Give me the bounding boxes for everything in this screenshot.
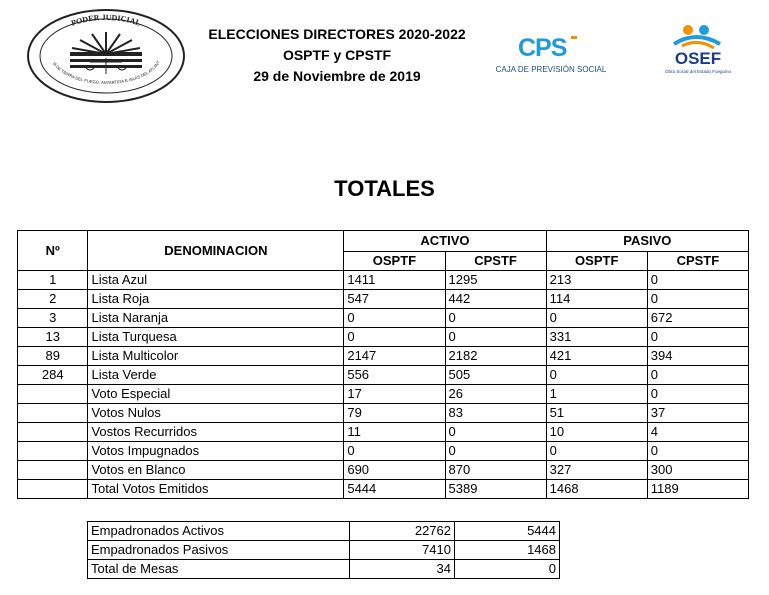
pasivo-cpstf-value: 394 <box>647 347 748 366</box>
cps-logo <box>490 34 612 80</box>
summary-value-1: 34 <box>350 560 455 579</box>
pasivo-osptf-value: 0 <box>546 309 647 328</box>
pasivo-osptf-value: 1468 <box>546 480 647 499</box>
activo-cpstf-value: 1295 <box>445 271 546 290</box>
cps-accent-icon <box>568 36 580 48</box>
table-row <box>18 461 749 480</box>
row-denomination: Lista Turquesa <box>88 328 344 347</box>
activo-cpstf-value: 0 <box>445 328 546 347</box>
table-row <box>18 366 749 385</box>
row-number: 284 <box>18 366 88 385</box>
pasivo-osptf-value: 0 <box>546 442 647 461</box>
table-row <box>18 328 749 347</box>
row-number <box>18 461 88 480</box>
pasivo-cpstf-value: 300 <box>647 461 748 480</box>
row-denomination: Votos en Blanco <box>88 461 344 480</box>
pasivo-osptf-value: 331 <box>546 328 647 347</box>
table-row <box>18 480 749 499</box>
summary-label: Empadronados Pasivos <box>88 541 350 560</box>
header-line-3: 29 de Noviembre de 2019 <box>253 68 421 84</box>
sub-activo-cpstf: CPSTF <box>445 252 546 271</box>
pasivo-osptf-value: 327 <box>546 461 647 480</box>
seal-bottom-text: IA DE TIERRA DEL FUEGO, ANTARTIDA E ISLAS DEL ATLANT <box>51 59 162 86</box>
row-number <box>18 423 88 442</box>
pasivo-cpstf-value: 0 <box>647 385 748 404</box>
cps-subtitle: CAJA DE PREVISIÓN SOCIAL <box>495 65 607 74</box>
row-number: 2 <box>18 290 88 309</box>
pasivo-osptf-value: 10 <box>546 423 647 442</box>
activo-cpstf-value: 2182 <box>445 347 546 366</box>
pasivo-cpstf-value: 0 <box>647 271 748 290</box>
row-denomination: Lista Azul <box>88 271 344 290</box>
activo-osptf-value: 690 <box>344 461 445 480</box>
row-number <box>18 442 88 461</box>
group-pasivo-header: PASIVO <box>546 231 748 252</box>
pasivo-cpstf-value: 37 <box>647 404 748 423</box>
table-row <box>18 423 749 442</box>
pasivo-osptf-value: 421 <box>546 347 647 366</box>
summary-label: Total de Mesas <box>88 560 350 579</box>
pasivo-osptf-value: 114 <box>546 290 647 309</box>
row-denomination: Total Votos Emitidos <box>88 480 344 499</box>
activo-cpstf-value: 26 <box>445 385 546 404</box>
summary-value-2: 5444 <box>455 522 560 541</box>
table-row <box>18 385 749 404</box>
row-denomination: Lista Multicolor <box>88 347 344 366</box>
activo-cpstf-value: 83 <box>445 404 546 423</box>
table-row <box>18 404 749 423</box>
row-denomination: Vostos Recurridos <box>88 423 344 442</box>
summary-table <box>87 521 560 579</box>
row-denomination: Lista Roja <box>88 290 344 309</box>
activo-cpstf-value: 0 <box>445 423 546 442</box>
row-denomination: Lista Naranja <box>88 309 344 328</box>
activo-osptf-value: 0 <box>344 309 445 328</box>
activo-osptf-value: 0 <box>344 328 445 347</box>
summary-value-2: 0 <box>455 560 560 579</box>
row-number <box>18 404 88 423</box>
activo-cpstf-value: 0 <box>445 309 546 328</box>
pasivo-cpstf-value: 0 <box>647 328 748 347</box>
row-number: 13 <box>18 328 88 347</box>
pasivo-cpstf-value: 0 <box>647 442 748 461</box>
table-row <box>18 271 749 290</box>
cps-logo-text: CPS <box>518 34 567 62</box>
pasivo-cpstf-value: 4 <box>647 423 748 442</box>
seal-top-text: PODER JUDICIAL <box>69 12 143 28</box>
table-row <box>18 309 749 328</box>
activo-osptf-value: 11 <box>344 423 445 442</box>
activo-cpstf-value: 870 <box>445 461 546 480</box>
pasivo-cpstf-value: 1189 <box>647 480 748 499</box>
sub-pasivo-osptf: OSPTF <box>546 252 647 271</box>
summary-value-2: 1468 <box>455 541 560 560</box>
row-denomination: Votos Impugnados <box>88 442 344 461</box>
table-row <box>18 347 749 366</box>
sub-activo-osptf: OSPTF <box>344 252 445 271</box>
header-line-1: ELECCIONES DIRECTORES 2020-2022 <box>208 26 466 42</box>
col-num-header: Nº <box>18 231 88 271</box>
activo-osptf-value: 2147 <box>344 347 445 366</box>
pasivo-osptf-value: 51 <box>546 404 647 423</box>
table-row <box>18 290 749 309</box>
activo-cpstf-value: 5389 <box>445 480 546 499</box>
col-den-header: DENOMINACION <box>88 231 344 271</box>
row-denomination: Votos Nulos <box>88 404 344 423</box>
row-denomination: Voto Especial <box>88 385 344 404</box>
table-row <box>18 442 749 461</box>
activo-osptf-value: 5444 <box>344 480 445 499</box>
osef-subtitle: Obra Social del Estado Fueguino <box>664 69 732 74</box>
summary-value-1: 22762 <box>350 522 455 541</box>
row-number: 89 <box>18 347 88 366</box>
pasivo-cpstf-value: 0 <box>647 366 748 385</box>
activo-osptf-value: 17 <box>344 385 445 404</box>
results-table <box>17 230 749 499</box>
pasivo-osptf-value: 1 <box>546 385 647 404</box>
activo-osptf-value: 547 <box>344 290 445 309</box>
activo-osptf-value: 556 <box>344 366 445 385</box>
summary-row <box>88 560 560 579</box>
activo-cpstf-value: 505 <box>445 366 546 385</box>
activo-osptf-value: 0 <box>344 442 445 461</box>
page-title: TOTALES <box>334 176 435 201</box>
row-number: 1 <box>18 271 88 290</box>
summary-row <box>88 522 560 541</box>
header-title <box>188 24 486 87</box>
row-number <box>18 480 88 499</box>
summary-label: Empadronados Activos <box>88 522 350 541</box>
table-header-row <box>18 231 749 252</box>
activo-cpstf-value: 442 <box>445 290 546 309</box>
poder-judicial-seal <box>26 8 186 104</box>
pasivo-osptf-value: 213 <box>546 271 647 290</box>
osef-logo-text: OSEF <box>674 49 722 68</box>
activo-osptf-value: 79 <box>344 404 445 423</box>
activo-osptf-value: 1411 <box>344 271 445 290</box>
row-number: 3 <box>18 309 88 328</box>
row-denomination: Lista Verde <box>88 366 344 385</box>
pasivo-cpstf-value: 672 <box>647 309 748 328</box>
results-body <box>18 271 749 499</box>
summary-value-1: 7410 <box>350 541 455 560</box>
row-number <box>18 385 88 404</box>
activo-cpstf-value: 0 <box>445 442 546 461</box>
sub-pasivo-cpstf: CPSTF <box>647 252 748 271</box>
group-activo-header: ACTIVO <box>344 231 546 252</box>
pasivo-osptf-value: 0 <box>546 366 647 385</box>
summary-body <box>88 522 560 579</box>
osef-logo <box>642 22 754 76</box>
header-line-2: OSPTF y CPSTF <box>282 47 392 63</box>
summary-row <box>88 541 560 560</box>
pasivo-cpstf-value: 0 <box>647 290 748 309</box>
